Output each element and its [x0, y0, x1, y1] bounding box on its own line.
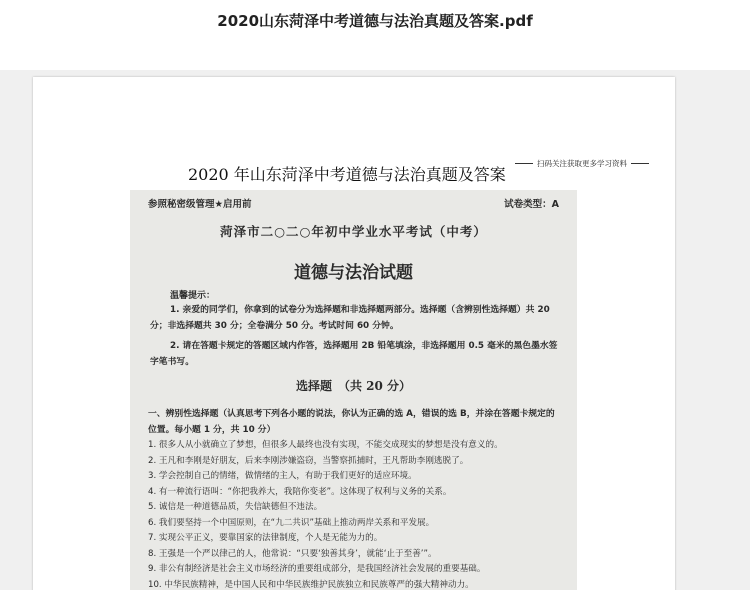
paper-type-label: 试卷类型：A	[504, 199, 559, 210]
question-item: 5. 诚信是一种道德品质，失信缺德但不违法。	[148, 502, 323, 512]
document-heading: 2020 年山东菏泽中考道德与法治真题及答案	[188, 165, 506, 184]
question-item: 7. 实现公平正义，要靠国家的法律制度，个人是无能为力的。	[148, 533, 383, 543]
tips-label: 温馨提示：	[170, 291, 216, 301]
pdf-page	[33, 77, 675, 590]
question-list	[148, 438, 568, 590]
file-title: 2020山东菏泽中考道德与法治真题及答案.pdf	[217, 12, 533, 30]
secrecy-label: 参照秘密级管理★启用前	[148, 199, 252, 210]
section-title: 选择题 （共 20 分）	[295, 379, 412, 393]
subject-title: 道德与法治试题	[294, 263, 413, 283]
document-viewer[interactable]	[0, 70, 750, 590]
question-item: 2. 王凡和李刚是好朋友，后来李刚涉嫌盗窃，当警察抓捕时，王凡帮助李刚逃脱了。	[148, 455, 469, 466]
scanned-exam-image	[130, 190, 577, 590]
question-item: 3. 学会控制自己的情绪，做情绪的主人，有助于我们更好的适应环境。	[148, 471, 417, 481]
question-item: 9. 非公有制经济是社会主义市场经济的重要组成部分，是我国经济社会发展的重要基础。	[148, 564, 486, 574]
title-bar	[0, 0, 750, 70]
qr-note-text: 扫码关注获取更多学习资料	[537, 159, 627, 168]
question-item: 6. 我们要坚持一个中国原则，在“九二共识”基础上推动两岸关系和平发展。	[148, 517, 435, 528]
section-instruction: 一、辨别性选择题（认真思考下列各小题的说法，你认为正确的选 A，错误的选 B，并涂在答题卡规定的位置。每小题 1 分，共 10 分）	[148, 409, 555, 435]
tip-2: 2. 请在答题卡规定的答题区域内作答，选择题用 2B 铅笔填涂，非选择题用 0.5 毫米的黑色墨水签字笔书写。	[150, 341, 558, 367]
question-item: 10. 中华民族精神，是中国人民和中华民族维护民族独立和民族尊严的强大精神动力。	[148, 579, 474, 590]
scan-header-row	[148, 196, 559, 210]
question-item: 1. 很多人从小就确立了梦想，但很多人最终也没有实现，不能交成现实的梦想是没有意义的。	[148, 440, 503, 450]
tip-1: 1. 亲爱的同学们，你拿到的试卷分为选择题和非选择题两部分。选择题（含辨别性选择题）共 20 分；非选择题共 30 分；全卷满分 50 分。考试时间 60 分钟。	[150, 305, 550, 331]
exam-title: 菏泽市二○二○年初中学业水平考试（中考）	[220, 224, 487, 239]
question-item: 8. 王强是一个严以律己的人，他常说：“只要‘独善其身’，就能‘止于至善’”。	[148, 548, 437, 559]
question-item: 4. 有一种流行语叫：“你把我养大，我陪你变老”。这体现了权利与义务的关系。	[148, 486, 452, 497]
